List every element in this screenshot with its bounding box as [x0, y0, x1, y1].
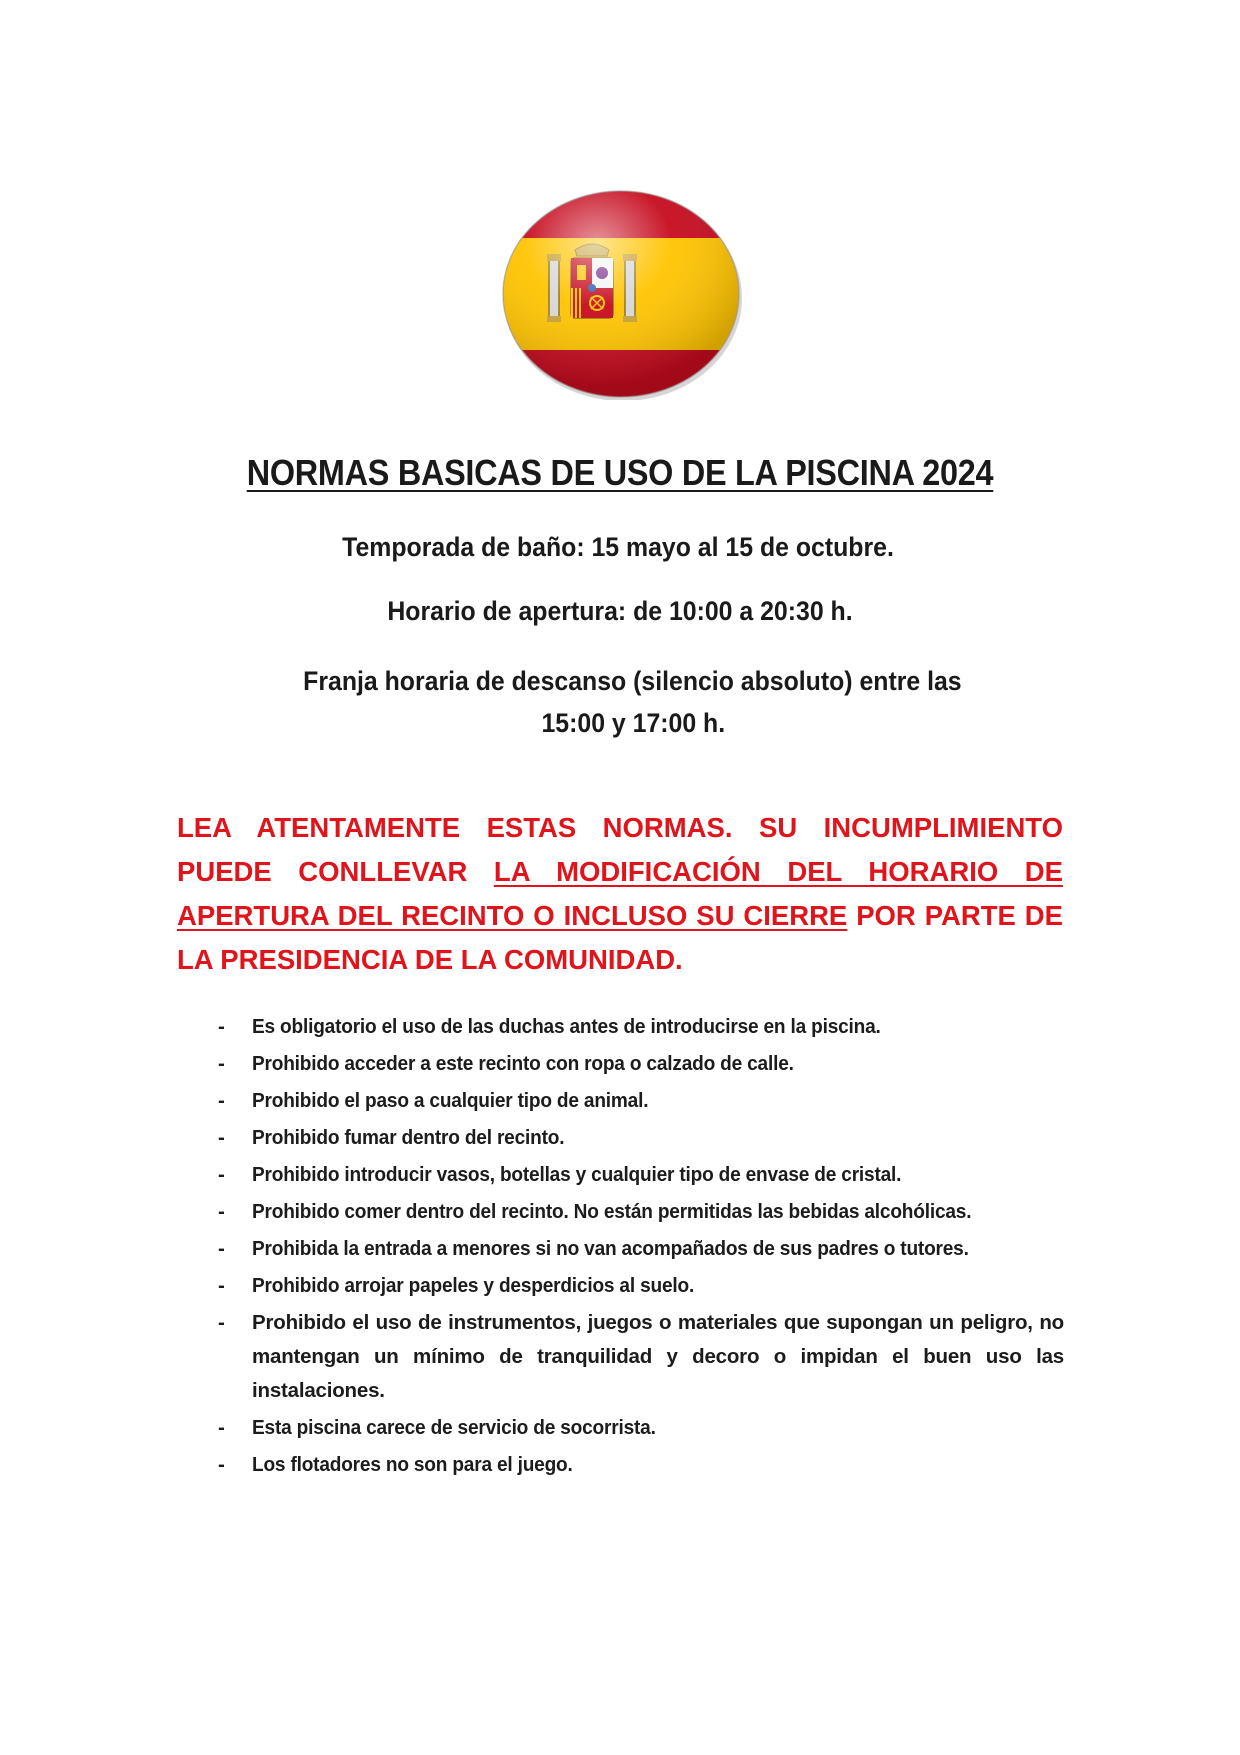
bullet-dash: -: [218, 1237, 225, 1260]
warning-underlined-text: LA MODIFICACIÓN DEL HORARIO DE APERTURA DEL RECINTO O INCLUSO SU CIERRE: [177, 856, 1063, 931]
spain-flag-badge-icon: [499, 188, 743, 400]
bullet-dash: -: [218, 1015, 225, 1038]
rest-period-line2: 15:00 y 17:00 h.: [541, 708, 726, 738]
rule-text: Los flotadores no son para el juego.: [252, 1453, 573, 1476]
rule-text: Prohibido comer dentro del recinto. No están permitidas las bebidas alcohólicas.: [252, 1200, 972, 1223]
rest-period: [292, 660, 973, 744]
bullet-dash: -: [218, 1416, 225, 1439]
rules-list: [212, 1010, 1064, 1485]
bullet-dash: -: [218, 1453, 225, 1476]
rule-text: Es obligatorio el uso de las duchas antes de introducirse en la piscina.: [252, 1015, 881, 1038]
list-item: [212, 1411, 1064, 1445]
list-item: [212, 1158, 1064, 1192]
list-item: [212, 1232, 1064, 1266]
rule-text: Prohibido arrojar papeles y desperdicios al suelo.: [252, 1274, 695, 1297]
warning-notice: [177, 806, 1063, 982]
rest-period-line1: Franja horaria de descanso (silencio absoluto) entre las: [303, 666, 962, 696]
list-item: [212, 1047, 1064, 1081]
list-item: [212, 1195, 1064, 1229]
bullet-dash: -: [218, 1052, 225, 1075]
warning-text-part2: POR PARTE DE LA PRESIDENCIA DE LA COMUNIDAD.: [177, 900, 1063, 975]
opening-hours: Horario de apertura: de 10:00 a 20:30 h.: [387, 596, 853, 626]
rule-text: Prohibido el paso a cualquier tipo de animal.: [252, 1089, 649, 1112]
list-item: [212, 1084, 1064, 1118]
bullet-dash: -: [218, 1200, 225, 1223]
rule-text: Prohibido fumar dentro del recinto.: [252, 1126, 565, 1149]
list-item: [212, 1121, 1064, 1155]
list-item: [212, 1269, 1064, 1303]
list-item: [212, 1448, 1064, 1482]
list-item: [212, 1306, 1064, 1408]
rule-text: Esta piscina carece de servicio de socorrista.: [252, 1416, 656, 1439]
list-item: [212, 1010, 1064, 1044]
rule-text: Prohibido introducir vasos, botellas y cualquier tipo de envase de cristal.: [252, 1163, 902, 1186]
warning-text-part1: LEA ATENTAMENTE ESTAS NORMAS. SU INCUMPLIMIENTO PUEDE CONLLEVAR: [177, 812, 1063, 887]
rule-text: Prohibida la entrada a menores si no van acompañados de sus padres o tutores.: [252, 1237, 969, 1260]
bullet-dash: -: [218, 1163, 225, 1186]
bullet-dash: -: [218, 1089, 225, 1112]
page-title-text: NORMAS BASICAS DE USO DE LA PISCINA 2024: [246, 452, 994, 493]
page-title: [62, 452, 1178, 494]
rule-text: Prohibido el uso de instrumentos, juegos o materiales que supongan un peligro, no mantengan un mínimo de tranquilidad y decoro o impidan el buen uso las instalaciones.: [252, 1311, 1064, 1402]
rule-text: Prohibido acceder a este recinto con ropa o calzado de calle.: [252, 1052, 794, 1075]
bullet-dash: -: [218, 1126, 225, 1149]
bullet-dash: -: [218, 1274, 225, 1297]
bullet-dash: -: [218, 1311, 225, 1334]
season-dates: Temporada de baño: 15 mayo al 15 de octubre.: [342, 532, 894, 562]
